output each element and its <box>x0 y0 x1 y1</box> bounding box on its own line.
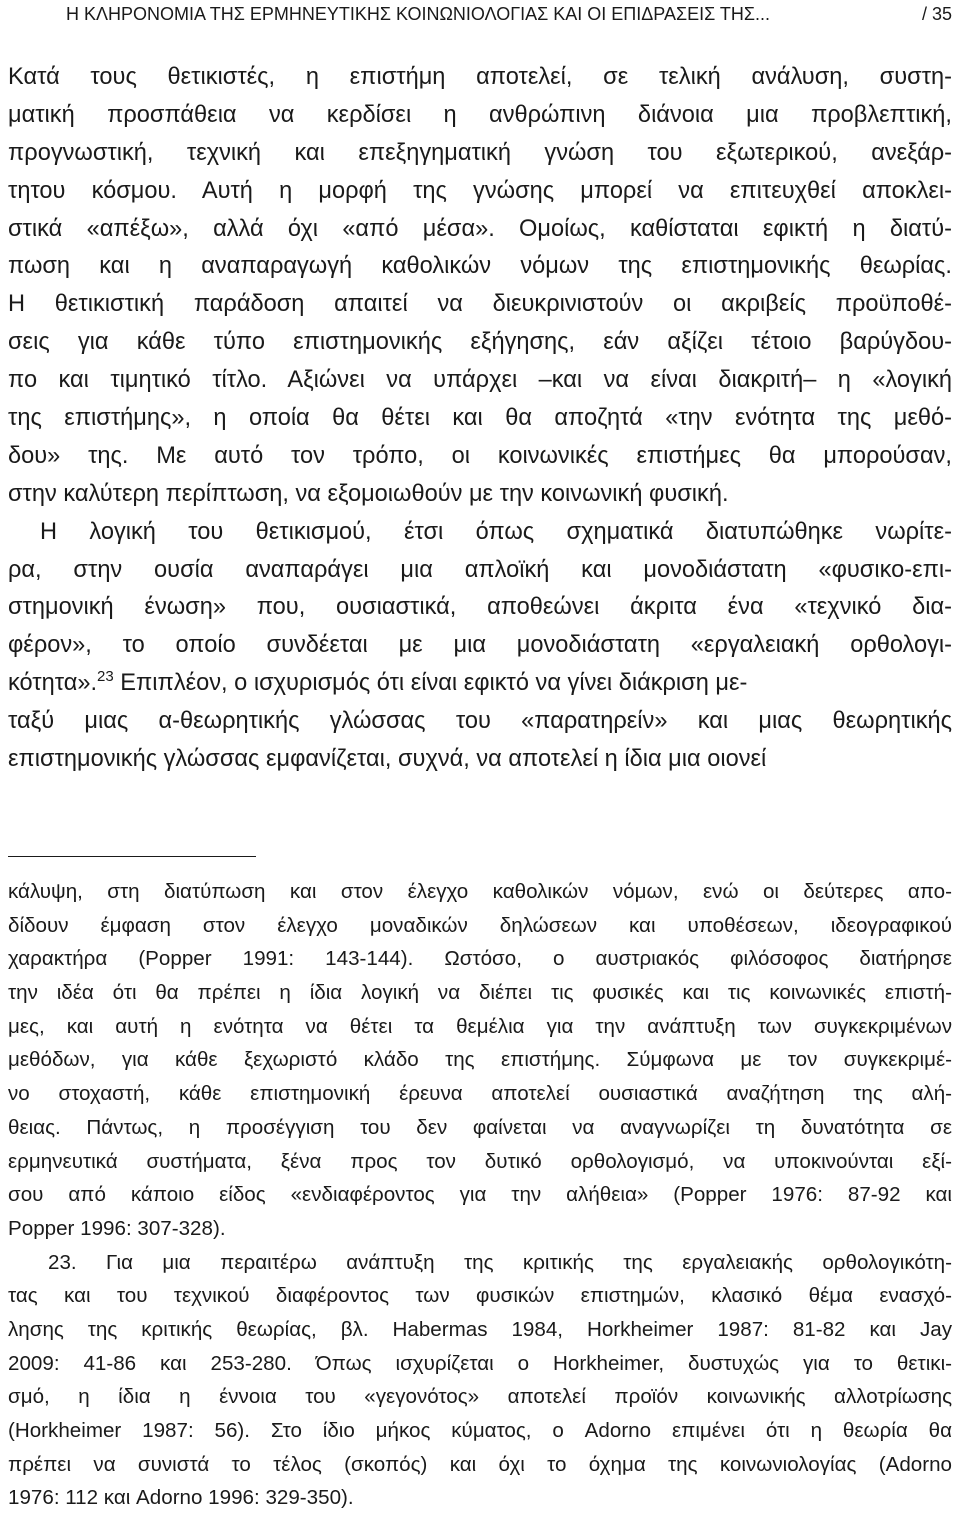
text-line: πωση και η αναπαραγωγή καθολικών νόμων της επιστημονικής θεωρίας. <box>8 253 952 280</box>
page-number: / 35 <box>921 4 952 24</box>
text-line: της επιστήμης», η οποία θα θέτει και θα αποζητά «την ενότητα της μεθό- <box>8 405 952 432</box>
text-line: στικά «απέξω», αλλά όχι «από μέσα». Ομοίως, καθίσταται εφικτή η διατύ- <box>8 215 952 242</box>
footnote-line: μεθόδων, για κάθε ξεχωριστό κλάδο της επιστήμης. Σύμφωνα με τον συγκεκριμέ- <box>8 1048 952 1072</box>
footnote-line: νο στοχαστή, κάθε επιστημονική έρευνα αποτελεί ουσιαστικά αναζήτηση της αλή- <box>8 1082 952 1106</box>
running-head-title: Η ΚΛΗΡΟΝΟΜΙΑ ΤΗΣ ΕΡΜΗΝΕΥΤΙΚΗΣ ΚΟΙΝΩΝΙΟΛΟΓΙΑΣ ΚΑΙ ΟΙ ΕΠΙΔΡΑΣΕΙΣ ΤΗΣ... <box>66 4 771 24</box>
footnote-line: χαρακτήρα (Popper 1991: 143-144). Ωστόσο, ο αυστριακός φιλόσοφος διατήρησε <box>8 947 952 971</box>
footnote-line: κάλυψη, στη διατύπωση και στον έλεγχο καθολικών νόμων, ενώ οι δεύτερες απο- <box>8 880 952 903</box>
text-segment: Επιπλέον, ο ισχυρισμός ότι είναι εφικτό να γίνει διάκριση με- <box>113 670 748 697</box>
running-head <box>8 2 952 26</box>
text-line: στην καλύτερη περίπτωση, να εξομοιωθούν με την κοινωνική φυσική. <box>8 480 729 507</box>
footnotes <box>8 875 952 1515</box>
footnote-line: Popper 1996: 307-328). <box>8 1216 226 1240</box>
footnote-23-start: 23. Για μια περαιτέρω ανάπτυξη της κριτικής της εργαλειακής ορθολογικότη- <box>48 1250 952 1274</box>
text-line: Κατά τους θετικιστές, η επιστήμη αποτελεί, σε τελική ανάλυση, συστη- <box>8 64 952 90</box>
footnote-line: 1976: 112 και Adorno 1996: 329-350). <box>8 1486 354 1510</box>
footnote-reference[interactable]: 23 <box>97 668 114 686</box>
text-line: τητου κόσμου. Αυτή η μορφή της γνώσης μπορεί να επιτευχθεί αποκλει- <box>8 177 952 204</box>
text-line: σεις για κάθε τύπο επιστημονικής εξήγησης, εάν αξίζει τέτοιο βαρύγδου- <box>8 329 952 356</box>
text-line: ματική προσπάθεια να κερδίσει η ανθρώπινη διάνοια μια προβλεπτική, <box>8 101 952 128</box>
footnote-line: σμό, η ίδια η έννοια του «γεγονότος» αποτελεί προϊόν κοινωνικής αλλοτρίωσης <box>8 1385 952 1409</box>
footnote-line: 2009: 41-86 και 253-280. Όπως ισχυρίζεται ο Horkheimer, δυστυχώς για το θετικι- <box>8 1351 952 1375</box>
footnote-line: ερμηνευτικά συστήματα, ξένα προς τον δυτικό ορθολογισμό, να υποκινούνται εξί- <box>8 1149 952 1173</box>
footnote-line: πρέπει να συνιστά το τέλος (σκοπός) και όχι το όχημα της κοινωνιολογίας (Adorno <box>8 1452 952 1476</box>
footnote-line: τας και του τεχνικού διαφέροντος των φυσικών επιστημών, κλασικό θέμα ενασχό- <box>8 1284 952 1308</box>
footnote-line: σου από κάποιο είδος «ενδιαφέροντος για την αλήθεια» (Popper 1976: 87-92 και <box>8 1183 952 1207</box>
footnote-line: την ιδέα ότι θα πρέπει η ίδια λογική να διέπει τις φυσικές και τις κοινωνικές επιστή- <box>8 981 952 1005</box>
footnote-line: δίδουν έμφαση στον έλεγχο μοναδικών δηλώσεων και υποθέσεων, ιδεογραφικού <box>8 913 952 937</box>
text-line-with-footnote-ref <box>8 665 952 703</box>
text-line: πο και τιμητικό τίτλο. Αξιώνει να υπάρχει –και να είναι διακριτή– η «λογική <box>8 367 952 394</box>
text-line: ρα, στην ουσία αναπαράγει μια απλοϊκή και μονοδιάστατη «φυσικο-επι- <box>8 556 952 583</box>
text-line: ταξύ μιας α-θεωρητικής γλώσσας του «παρατηρείν» και μιας θεωρητικής <box>8 708 952 735</box>
footnote-separator <box>8 856 256 857</box>
footnote-line: (Horkheimer 1987: 56). Στο ίδιο μήκος κύματος, ο Adorno επιμένει ότι η θεωρία θα <box>8 1419 952 1442</box>
text-line: φέρον», το οποίο συνδέεται με μια μονοδιάστατη «εργαλειακή ορθολογι- <box>8 632 952 659</box>
text-line: επιστημονικής γλώσσας εμφανίζεται, συχνά, να αποτελεί η ίδια μια οιονεί <box>8 746 767 773</box>
text-segment: κότητα». <box>8 670 98 697</box>
text-line: στημονική ένωση» που, ουσιαστικά, αποθεώνει άκριτα ένα «τεχνικό δια- <box>8 594 952 621</box>
paragraph-start-line: Η λογική του θετικισμού, έτσι όπως σχηματικά διατυπώθηκε νωρίτε- <box>40 518 952 545</box>
footnote-line: μες, και αυτή η ενότητα να θέτει τα θεμέλια για την ανάπτυξη των συγκεκριμένων <box>8 1014 952 1038</box>
text-line: προγνωστική, τεχνική και επεξηγηματική γνώση του εξωτερικού, ανεξάρ- <box>8 139 952 166</box>
footnote-line: θειας. Πάντως, η προσέγγιση του δεν φαίνεται να αναγνωρίζει τη δυνατότητα σε <box>8 1115 952 1139</box>
footnote-line: λησης της κριτικής θεωρίας, βλ. Habermas 1984, Horkheimer 1987: 81-82 και Jay <box>8 1317 952 1341</box>
text-line: Η θετικιστική παράδοση απαιτεί να διευκρινιστούν οι ακριβείς προϋποθέ- <box>8 291 952 318</box>
text-line: δου» της. Με αυτό τον τρόπο, οι κοινωνικές επιστήμες θα μπορούσαν, <box>8 442 952 469</box>
main-text <box>8 59 952 779</box>
